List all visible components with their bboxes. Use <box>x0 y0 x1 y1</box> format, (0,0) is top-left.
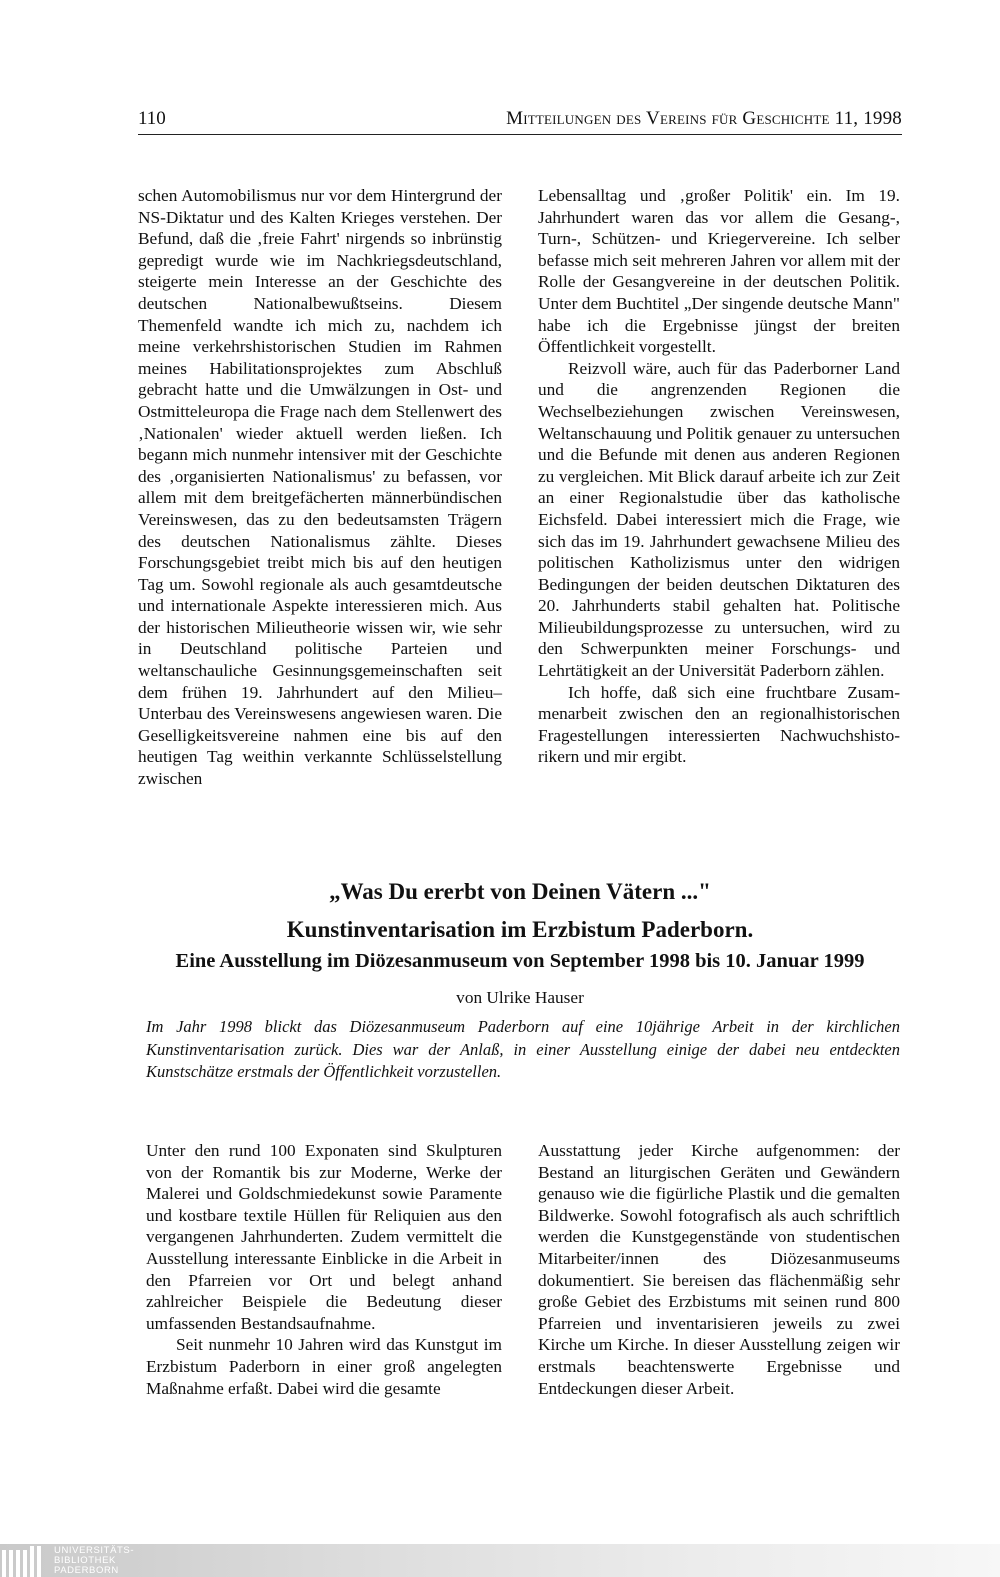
column-2 <box>538 185 900 768</box>
column-4-paragraph-1: Ausstattung jeder Kirche aufgenommen: der Bestand an liturgischen Geräten und Gewändern genauso wie die figürliche Plastik und die gemalten Bildwerke. Sowohl fotografisch als auch schriftlich werden die Kunstgegenstände von studentischen Mitarbeiter/innen des Diözesanmuseums dokumentiert. Sie bereisen das flächenmäßig sehr große Gebiet des Erzbistums mit seinen rund 800 Pfarreien und inventarisieren jeweils zu zwei Kirche um Kirche. In dieser Ausstellung zeigen wir erstmals beachtenswerte Ergebnisse und Entdeckungen dieser Arbeit. <box>538 1141 900 1398</box>
running-title: Mitteilungen des Vereins für Geschichte 11, 1998 <box>506 108 902 129</box>
article-title-line-1: „Was Du ererbt von Deinen Vätern ..." <box>329 879 711 904</box>
column-1-paragraph-1: schen Automobilismus nur vor dem Hintergrund der NS-Diktatur und des Kalten Krieges verstehen. Der Befund, daß die ‚freie Fahrt' nirgends so inbrünstig gepredigt wurde wie im Nachkriegsdeutschland, steigerte mein Interesse an der Geschichte des deutschen Nationalbewußtseins. Diesem Themenfeld wandte ich mich zu, nachdem ich meine verkehrshistorischen Studien im Rahmen meines Habilitationsprojektes zum Abschluß gebracht hatte und die Umwälzungen in Ost- und Ostmitteleuropa die Frage nach dem Stellenwert des ‚Nationalen' wieder aktuell werden ließen. Ich begann mich nunmehr intensiver mit der Geschichte des ‚organisierten Nationalismus' zu befassen, vor allem mit dem breitgefächerten männerbündischen Vereinswesen, das zu den bedeutsamsten Trägern des deutschen Nationalismus zählte. Dieses Forschungsgebiet treibt mich bis auf den heutigen Tag um. Sowohl regionale als auch gesamtdeutsche und internationale Aspekte interessieren mich. Aus der historischen Milieutheorie wissen wir, wie sehr in Deutschland politische Parteien und weltanschauliche Gesinnungsgemeinschaften seit dem frühen 19. Jahrhundert auf den Milieu–Unterbau des Vereinswesens angewiesen waren. Die Geselligkeitsvereine nahmen eine bis auf den heutigen Tag weithin verkannte Schlüsselstellung zwischen <box>138 186 502 789</box>
column-4 <box>538 1140 900 1399</box>
logo-line-3: PADERBORN <box>54 1565 119 1577</box>
page-header <box>138 106 902 135</box>
article-abstract: Im Jahr 1998 blickt das Diözesanmuseum Paderborn auf eine 10jährige Arbeit in der kirchlichen Kunstinventarisation zurück. Dies war der Anlaß, in einer Ausstellung einige der dabei neu entdeckten Kunstschätze erstmals der Öffentlichkeit vorzustellen. <box>146 1017 900 1081</box>
library-logo-bars-icon <box>0 1544 52 1577</box>
page-number: 110 <box>138 108 166 129</box>
article-title-line-2: Kunstinventarisation im Erzbistum Paderborn. <box>286 917 754 942</box>
article-subtitle: Eine Ausstellung im Diözesanmuseum von September 1998 bis 10. Januar 1999 <box>175 950 865 972</box>
column-2-paragraph-2: Reizvoll wäre, auch für das Paderborner Land und die angrenzenden Regionen die Wechselbeziehungen zwischen Vereinswesen, Weltanschauung und Politik genauer zu untersuchen und die Befunde mit denen aus anderen Regionen zu vergleichen. Mit Blick darauf arbeite ich zur Zeit an einer Regionalstudie über das katholische Eichsfeld. Dabei interessiert mich die Frage, wie sich das im 19. Jahrhundert gewachsene Milieu des politischen Katholizismus unter den widrigen Bedingungen der beiden deutschen Diktaturen des 20. Jahrhunderts stabil gehalten hat. Politische Milieubildungsprozesse zu untersuchen, wird zu den Schwerpunkten meiner Forschungs- und Lehrtätigkeit an der Universität Paderborn zählen. <box>538 358 900 681</box>
logo-line-1: UNIVERSITÄTS- <box>54 1545 135 1556</box>
column-2-paragraph-3: Ich hoffe, daß sich eine fruchtbare Zusammenarbeit zwischen den an regionalhistorischen Fragestellungen interessierten Nachwuchshistorikern und mir ergibt. <box>538 682 900 767</box>
article-author: von Ulrike Hauser <box>456 988 584 1007</box>
column-3 <box>146 1140 502 1399</box>
column-3-paragraph-1: Unter den rund 100 Exponaten sind Skulpturen von der Romantik bis zur Moderne, Werke der Malerei und Goldschmiedekunst sowie Paramente und kostbare textile Hüllen für Reliquien aus den vergangenen Jahrhunderten. Zudem vermittelt die Ausstellung interessante Einblicke in die Arbeit in den Pfarreien vor Ort und belegt anhand zahlreicher Beispiele die Bedeutung dieser umfassenden Bestandsaufnahme. <box>146 1141 502 1333</box>
library-logo-text <box>54 1546 134 1577</box>
logo-line-2: BIBLIOTHEK <box>54 1555 116 1567</box>
column-1 <box>138 185 502 790</box>
library-logo <box>0 1544 170 1577</box>
column-3-paragraph-2: Seit nunmehr 10 Jahren wird das Kunstgut im Erzbistum Paderborn in einer groß angelegten Maßnahme erfaßt. Dabei wird die gesamte <box>146 1335 502 1398</box>
column-2-paragraph-1: Lebensalltag und ‚großer Politik' ein. Im 19. Jahrhundert waren das vor allem die Gesang-, Turn-, Schützen- und Kriegervereine. Ich selber befasse mich seit mehreren Jahren vor allem mit der Rolle der Gesangvereine in der deutschen Politik. Unter dem Buchtitel „Der singende deutsche Mann" habe ich die Ergebnisse jüngst der breiten Öffentlichkeit vorgestellt. <box>538 186 900 357</box>
